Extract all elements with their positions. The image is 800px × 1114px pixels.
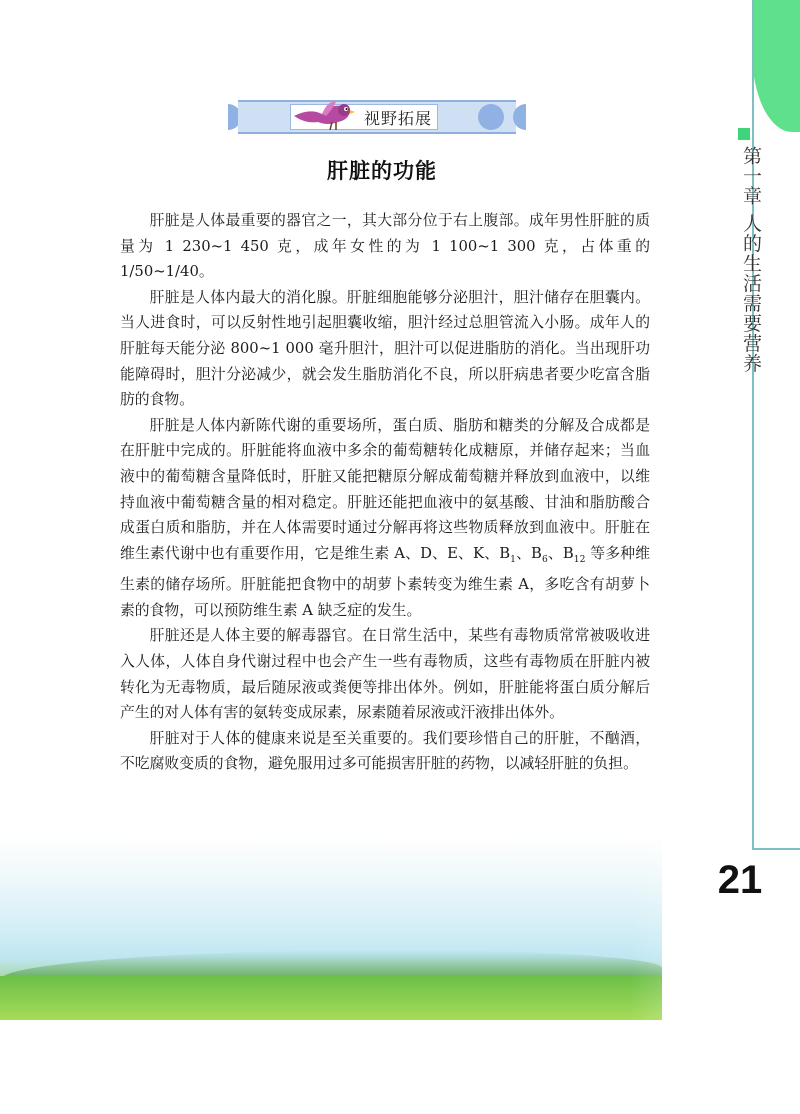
paragraph: 肝脏对于人体的健康来说是至关重要的。我们要珍惜自己的肝脏，不酗酒，不吃腐败变质的食物，避免服用过多可能损害肝脏的药物，以减轻肝脏的负担。: [120, 729, 650, 773]
page-number-divider: [752, 848, 800, 850]
section-banner: [228, 100, 526, 136]
sidebar-green-tab: [752, 0, 800, 132]
paragraph-text: 、B: [515, 544, 542, 562]
subscript: 12: [573, 553, 586, 565]
subscript: 6: [541, 553, 548, 565]
banner-label: 视野拓展: [364, 109, 433, 128]
banner-dot: [478, 104, 504, 130]
chapter-marker: [738, 128, 750, 140]
sidebar-divider: [752, 0, 754, 848]
article-body: [120, 208, 650, 777]
paragraph-text: 肝脏是人体内新陈代谢的重要场所，蛋白质、脂肪和糖类的分解及合成都是在肝脏中完成的。肝脏能将血液中多余的葡萄糖转化成糖原，并储存起来；当血液中的葡萄糖含量降低时，肝脏又能把糖原分解成葡萄糖并释放到血液中，以维持血液中葡萄糖含量的相对稳定。肝脏还能把血液中的氨基酸、甘油和脂肪酸合成蛋白质和脂肪，并在人体需要时通过分解再将这些物质释放到血液中。肝脏在维生素代谢中也有重要作用，它是维生素 A、D、E、K、B: [120, 416, 650, 562]
article-title: 肝脏的功能: [327, 159, 437, 183]
chapter-title: 第一章 人的生活需要营养: [740, 146, 762, 374]
paragraph-text: 等多种维生素的储存场所。肝脏能把食物中的胡萝卜素转变为维生素 A，多吃含有胡萝卜素的食物，可以预防维生素 A 缺乏症的发生。: [120, 544, 651, 619]
subscript: 1: [510, 553, 516, 565]
paragraph: 肝脏是人体最重要的器官之一，其大部分位于右上腹部。成年男性肝脏的质量为 1 230~1 450 克，成年女性的为 1 100~1 300 克，占体重的 1/50~1/40。: [120, 212, 650, 281]
paragraph: 肝脏是人体内最大的消化腺。肝脏细胞能够分泌胆汁，胆汁储存在胆囊内。当人进食时，可以反射性地引起胆囊收缩，胆汁经过总胆管流入小肠。成年人的肝脏每天能分泌 800~1 000 毫升胆汁，胆汁可以促进脂肪的消化。当出现肝功能障碍时，胆汁分泌减少，就会发生脂肪消化不良，所以肝病患者要少吃富含脂肪的食物。: [120, 288, 650, 409]
paragraph: [120, 413, 650, 624]
bird-icon: [292, 94, 356, 134]
grassland-background-image: [0, 838, 662, 1020]
green-field: [0, 976, 662, 1020]
page-number: 21: [717, 858, 763, 902]
paragraph-text: 、B: [547, 544, 574, 562]
paragraph: 肝脏还是人体主要的解毒器官。在日常生活中，某些有毒物质常常被吸收进入人体，人体自身代谢过程中也会产生一些有毒物质，这些有毒物质在肝脏内被转化为无毒物质，最后随尿液或粪便等排出体外。例如，肝脏能将蛋白质分解后产生的对人体有害的氨转变成尿素，尿素随着尿液或汗液排出体外。: [120, 627, 650, 722]
